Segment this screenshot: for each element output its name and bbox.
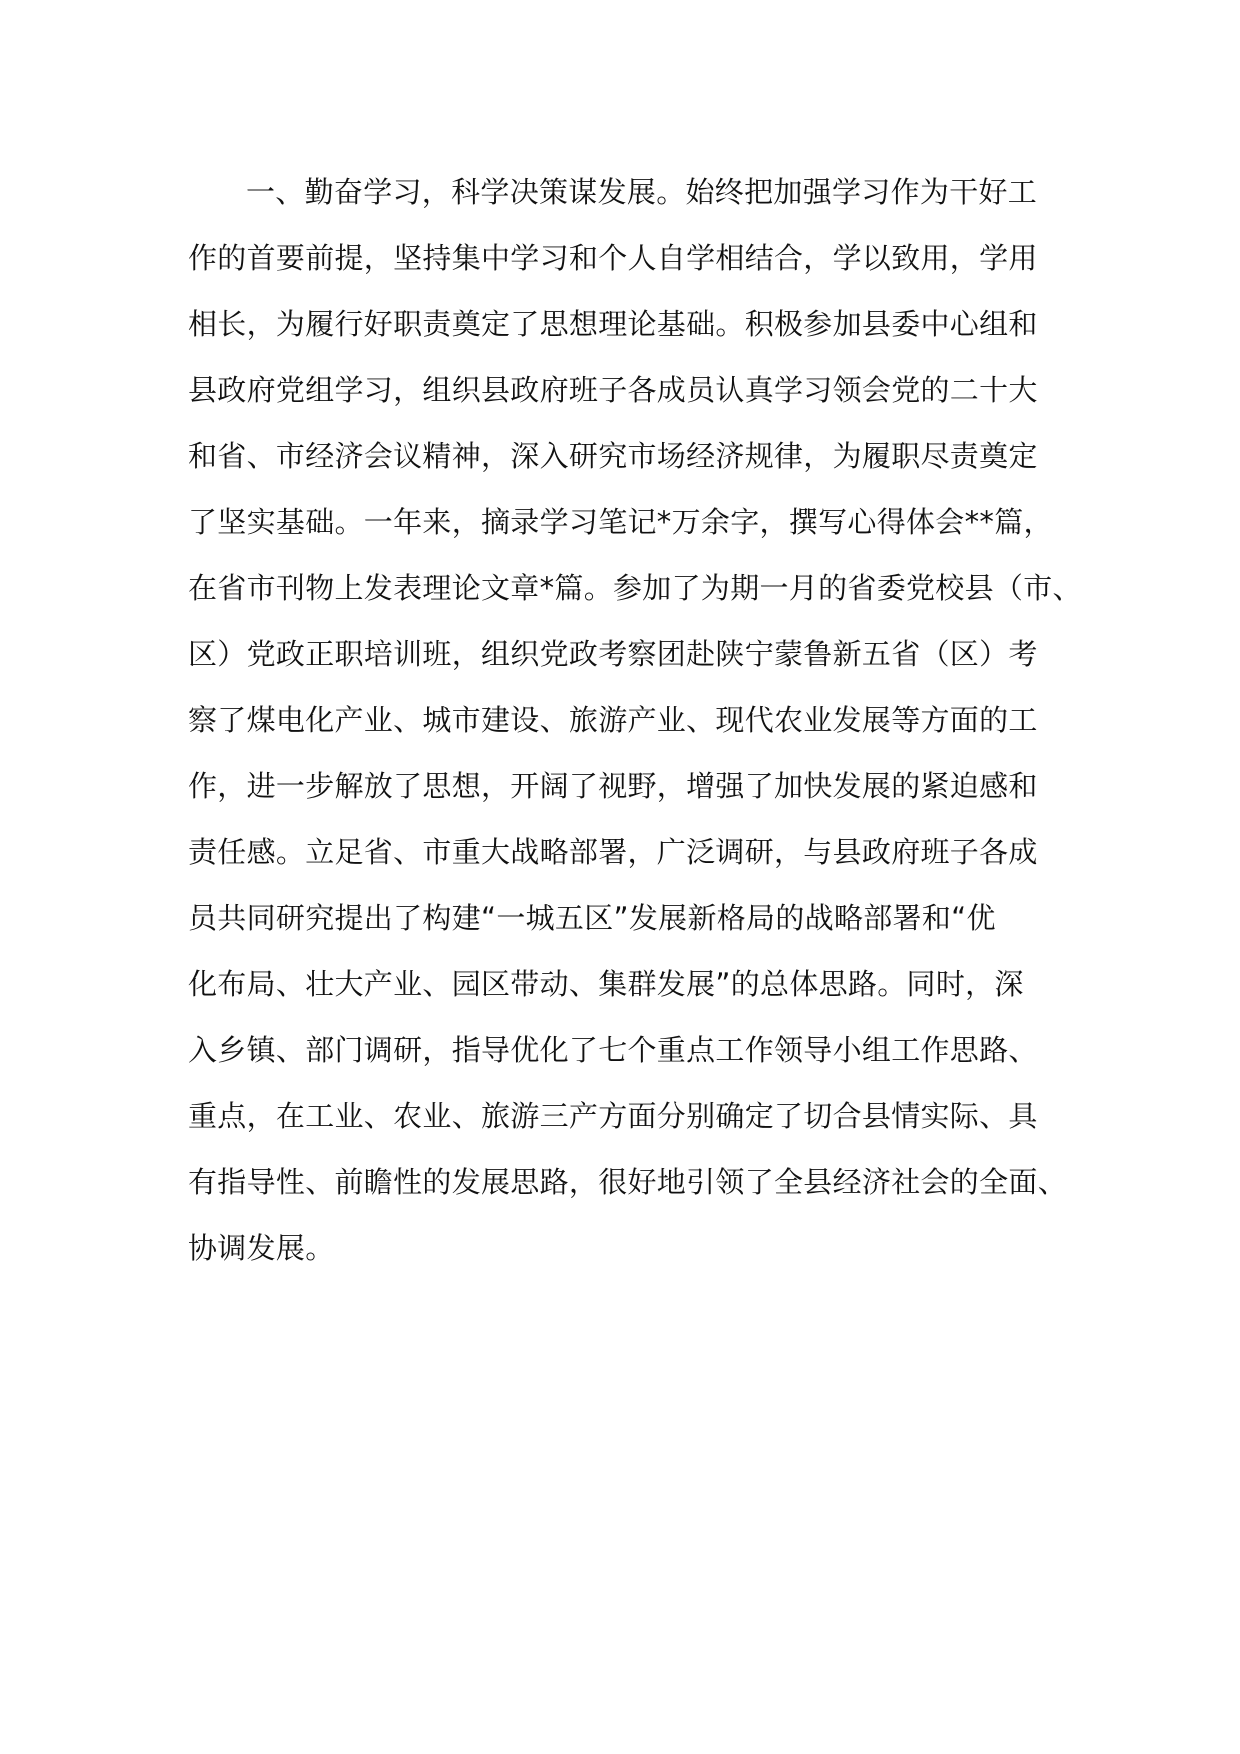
paragraph-line: 相长，为履行好职责奠定了思想理论基础。积极参加县委中心组和 <box>188 307 1038 341</box>
paragraph-line: 作的首要前提，坚持集中学习和个人自学相结合，学以致用，学用 <box>188 241 1038 275</box>
paragraph-line: 察了煤电化产业、城市建设、旅游产业、现代农业发展等方面的工 <box>188 703 1038 737</box>
paragraph-line: 了坚实基础。一年来，摘录学习笔记*万余字，撰写心得体会**篇， <box>188 505 1053 539</box>
paragraph-line: 区）党政正职培训班，组织党政考察团赴陕宁蒙鲁新五省（区）考 <box>188 637 1038 671</box>
paragraph-line: 县政府党组学习，组织县政府班子各成员认真学习领会党的二十大 <box>188 373 1038 407</box>
paragraph-line: 作，进一步解放了思想，开阔了视野，增强了加快发展的紧迫感和 <box>188 769 1038 803</box>
paragraph-line: 一、勤奋学习，科学决策谋发展。始终把加强学习作为干好工 <box>246 175 1038 209</box>
paragraph-line: 在省市刊物上发表理论文章*篇。参加了为期一月的省委党校县（市、 <box>188 571 1082 605</box>
paragraph-line: 重点，在工业、农业、旅游三产方面分别确定了切合县情实际、具 <box>188 1099 1038 1133</box>
paragraph-line: 有指导性、前瞻性的发展思路，很好地引领了全县经济社会的全面、 <box>188 1165 1068 1199</box>
paragraph-line: 员共同研究提出了构建“一城五区”发展新格局的战略部署和“优 <box>188 901 996 935</box>
paragraph-line: 责任感。立足省、市重大战略部署，广泛调研，与县政府班子各成 <box>188 835 1038 869</box>
paragraph-line: 入乡镇、部门调研，指导优化了七个重点工作领导小组工作思路、 <box>188 1033 1038 1067</box>
body-paragraph <box>188 172 1088 1294</box>
paragraph-line: 和省、市经济会议精神，深入研究市场经济规律，为履职尽责奠定 <box>188 439 1038 473</box>
paragraph-line: 协调发展。 <box>188 1231 335 1265</box>
paragraph-line: 化布局、壮大产业、园区带动、集群发展”的总体思路。同时，深 <box>188 967 1024 1001</box>
